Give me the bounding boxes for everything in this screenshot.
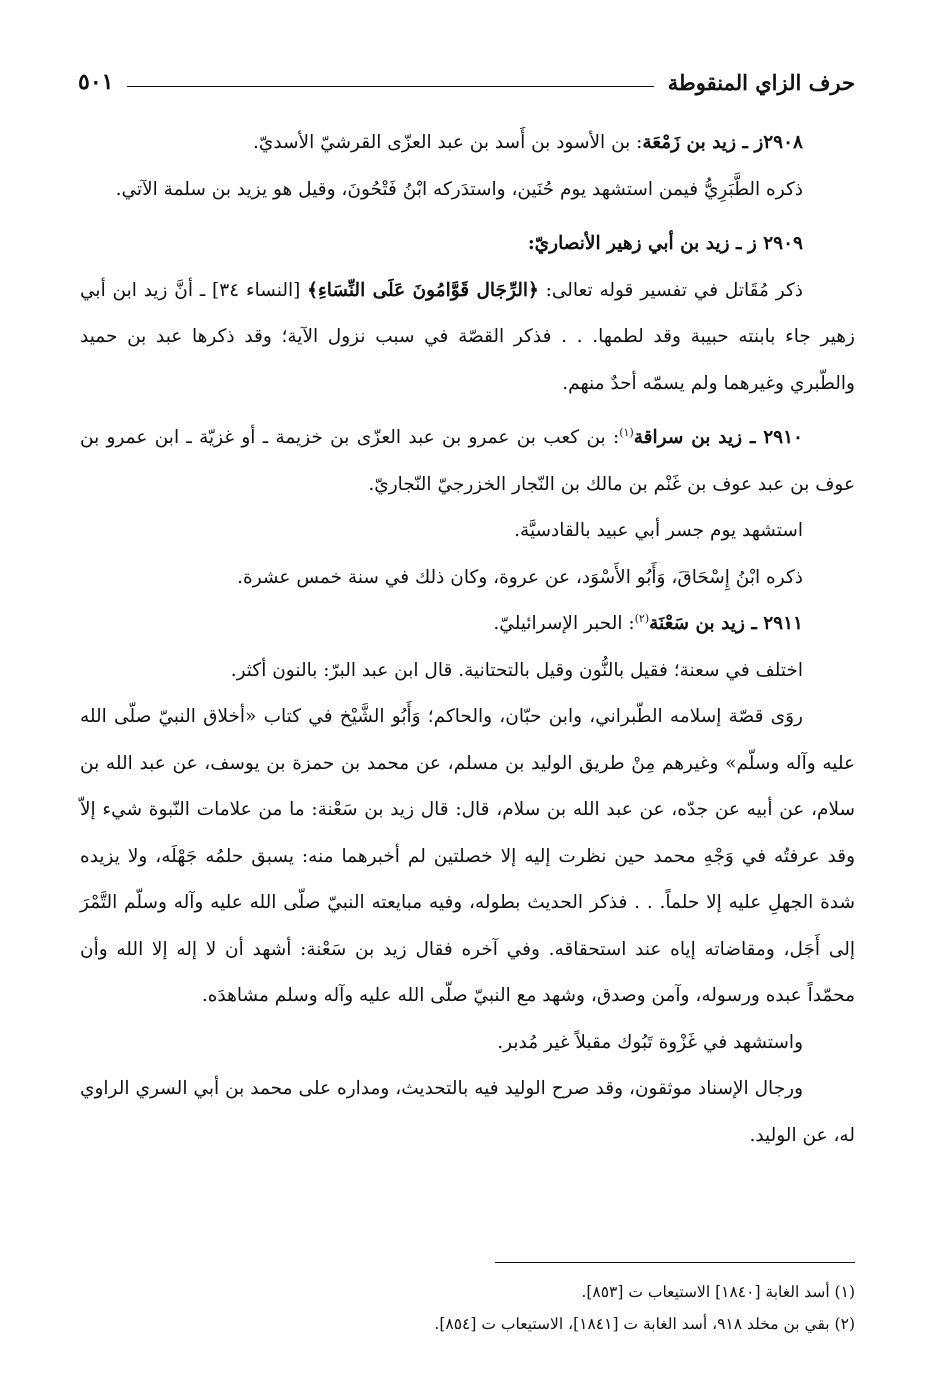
entry-2911 (80, 601, 855, 648)
footnote-rule (495, 1262, 855, 1263)
paragraph-text: ذكره الطَّبَرِيُّ فيمن استشهد يوم حُنَين، واستدَركه ابْنُ فَتْحُونَ، وقيل هو يزيد بن سلمة الآتي. (115, 178, 803, 200)
entry-2908 (80, 120, 855, 167)
entry-text: : بن الأسود بن أَسد بن عبد العزّى القرشيّ الأسديّ. (252, 132, 643, 153)
paragraph (80, 268, 855, 408)
footnotes (80, 1276, 855, 1340)
paragraph-text: واستشهد في غَزْوة تَبُوك مقبلاً غير مُدبر. (497, 1031, 803, 1053)
paragraph (80, 1066, 855, 1159)
page-number: ٥٠١ (78, 69, 114, 95)
quran-verse: ﴿الرِّجَال قَوَّامُونَ عَلَى النِّسَاءِ﴾ (307, 279, 539, 301)
footnote-1: (١) أسد الغابة [١٨٤٠] الاستيعاب ت [٨٥٣]. (581, 1283, 855, 1301)
entry-heading: ٢٩٠٩ ز ـ زيد بن أبي زهير الأنصاريّ: (527, 233, 803, 254)
paragraph-text: اختلف في سعنة؛ فقيل بالنُّون وقيل بالتحتانية. قال ابن عبد البرّ: بالنون أكثر. (230, 659, 803, 681)
paragraph (80, 648, 855, 695)
paragraph-text: [النساء ٣٤] ـ أنَّ زيد ابن أبي زهير جاء بابنته حبيبة وقد لطمها. . . فذكر القصّة في سبب نزول الآية؛ وقد ذكرها عبد بن حميد والطّبري وغيرهما ولم يسمّه أحدٌ منهم. (80, 279, 855, 394)
entry-2909 (80, 221, 855, 268)
footnote-2: (٢) بقي بن مخلد ٩١٨، أسد الغابة ت [١٨٤١]، الاستيعاب ت [٨٥٤]. (434, 1315, 855, 1333)
paragraph-text: ذكر مُقَاتل في تفسير قوله تعالى: (538, 279, 803, 301)
entry-heading: ٢٩١١ ـ زيد بن سَعْنَة (649, 613, 803, 634)
footnote-marker: (١) (619, 425, 634, 439)
paragraph (80, 508, 855, 555)
paragraph-text: روَى قصّة إسلامه الطّبراني، وابن حبّان، والحاكم؛ وَأَبُو الشَّيْخ في كتاب «أخلاق النبيّ صلّى الله عليه وآله وسلّم» وغيرهم مِنْ طريق الوليد بن مسلم، عن محمد بن حمزة بن يوسف، عن عبد الله بن سلام، عن أبيه عن جدّه، عن عبد الله بن سلام، قال: قال زيد بن سَعْنة: ما من علامات النّبوة شيء إلاّ وقد عرفتُه في وَجْهِ محمد حين نظرت إليه إلا خصلتين لم أخبرهما منه: يسبق حلمُه جَهْلَه، ولا يزيده شدة الجهلِ عليه إلا حلماً. . . فذكر الحديث بطوله، وفيه مبايعته النبيّ صلّى الله عليه وآله وسلّم التَّمْرَ إلى أَجَل، ومقاضاته إياه عند استحقاقه. وفي آخره فقال زيد بن سَعْنة: أشهد أن لا إله إلا الله وأن محمّداً عبده ورسوله، وآمن وصدق، وشهد مع النبيّ صلّى الله عليه وآله وسلم مشاهدَه. (80, 706, 855, 1006)
entry-text: : الحبر الإسرائيليّ. (493, 613, 635, 634)
header-rule (127, 86, 653, 87)
entry-heading: ٢٩١٠ ـ زيد بن سراقة (633, 427, 803, 448)
entry-text: : بن كعب بن عمرو بن عبد العزّى بن خزيمة ـ أو غزيّة ـ ابن عمرو بن عوف بن عبد عوف بن غَنْم بن مالك بن النّجار الخزرجيّ النّجاريّ. (80, 427, 855, 495)
paragraph (80, 555, 855, 602)
entry-2910 (80, 415, 855, 508)
footnote-marker: (٢) (634, 611, 650, 625)
paragraph-text: استشهد يوم جسر أبي عبيد بالقادسيَّة. (514, 520, 803, 541)
header-title: حرف الزاي المنقوطة (667, 69, 855, 95)
paragraph (80, 167, 855, 214)
paragraph-text: ورجال الإسناد موثقون، وقد صرح الوليد فيه بالتحديث، ومداره على محمد بن أبي السري الراوي له، عن الوليد. (80, 1078, 855, 1146)
paragraph (80, 694, 855, 1020)
page-body (80, 120, 855, 1159)
paragraph (80, 1020, 855, 1067)
entry-heading: ٢٩٠٨ز ـ زيد بن زَمْعَة (642, 132, 803, 153)
paragraph-text: ذكره ابْنُ إِسْحَاقَ، وَأَبُو الأَسْوَد، عن عروة، وكان ذلك في سنة خمس عشرة. (237, 566, 803, 588)
running-header (78, 62, 855, 102)
